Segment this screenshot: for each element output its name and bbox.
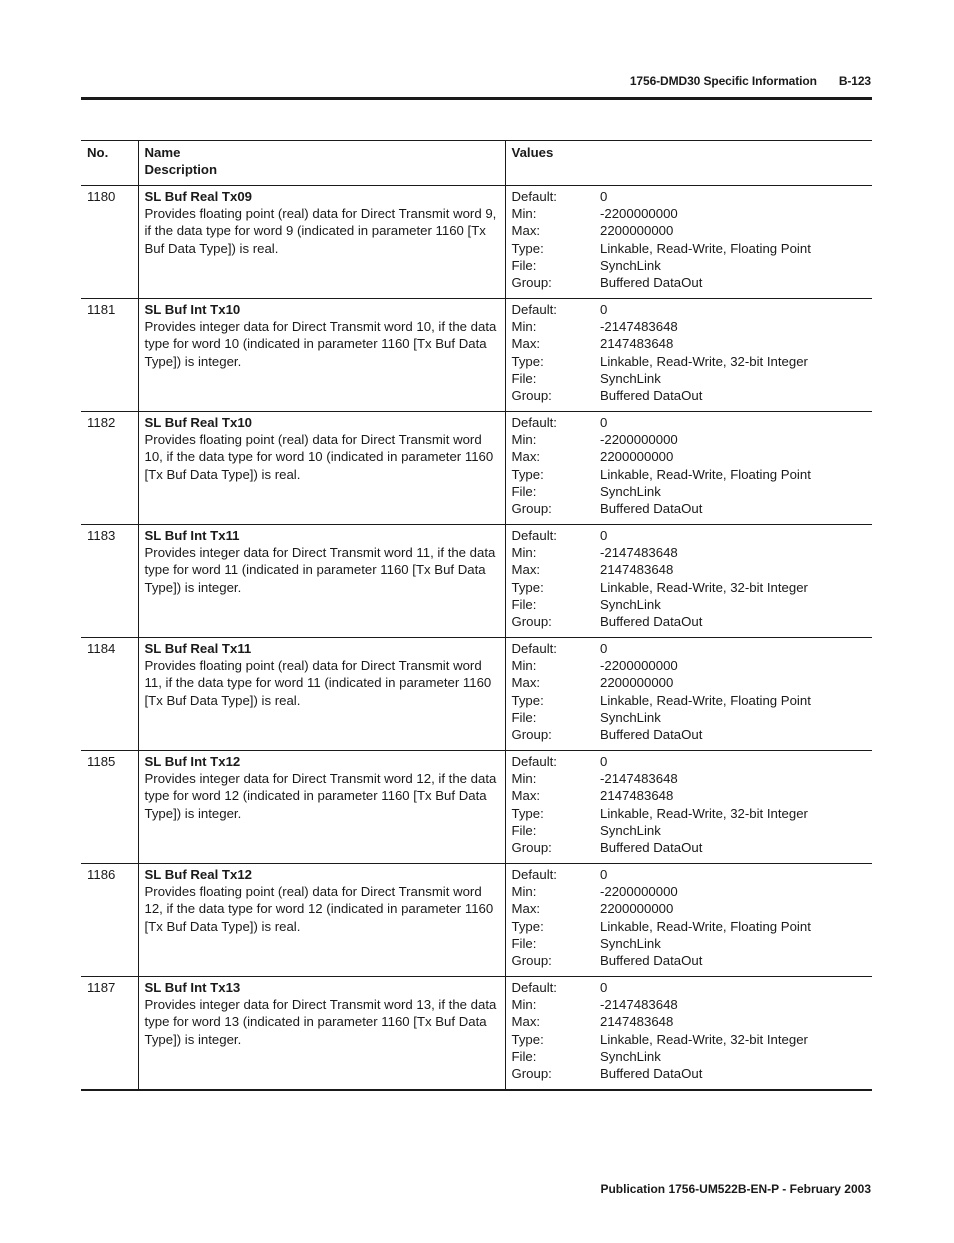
value-label: Max:	[511, 336, 541, 352]
param-value: 2147483648	[600, 1014, 674, 1030]
value-label: File:	[511, 257, 537, 273]
param-name-description	[138, 299, 505, 412]
value-label: Default:	[511, 189, 557, 204]
value-labels	[505, 977, 600, 1090]
value-label: File:	[511, 935, 537, 951]
param-value: 0	[600, 189, 608, 204]
value-label: Type:	[511, 692, 544, 708]
param-value: -2200000000	[600, 206, 678, 222]
param-description: Provides integer data for Direct Transmit word 11, if the data type for word 11 (indicated in parameter 1160 [Tx Buf Data Type]) is integer.	[144, 545, 496, 595]
param-value: 2200000000	[600, 223, 674, 239]
param-name: SL Buf Real Tx10	[144, 415, 252, 430]
value-label: File:	[511, 1048, 537, 1064]
param-name-description	[138, 412, 505, 525]
value-label: Min:	[511, 884, 537, 900]
value-label: File:	[511, 822, 537, 838]
table-row	[81, 977, 872, 1090]
table-row	[81, 525, 872, 638]
col-header-values: Values	[505, 141, 872, 186]
table-row	[81, 751, 872, 864]
table-row	[81, 412, 872, 525]
value-label: Min:	[511, 997, 537, 1013]
param-value: -2147483648	[600, 997, 678, 1013]
param-name: SL Buf Real Tx09	[144, 189, 252, 204]
value-labels	[505, 412, 600, 525]
param-name: SL Buf Int Tx11	[144, 528, 240, 543]
param-value: 2147483648	[600, 788, 674, 804]
value-label: Group:	[511, 953, 552, 969]
col-header-name-description	[138, 141, 505, 186]
value-label: Type:	[511, 918, 544, 934]
value-label: Max:	[511, 901, 541, 917]
param-number: 1187	[81, 977, 138, 1090]
param-value: 0	[600, 980, 608, 995]
running-header	[630, 74, 871, 88]
col-header-name: Name	[144, 145, 181, 160]
param-values	[600, 186, 872, 299]
value-label: Group:	[511, 840, 552, 856]
value-label: Group:	[511, 275, 552, 291]
param-values	[600, 864, 872, 977]
param-value: 0	[600, 867, 608, 882]
param-name: SL Buf Int Tx12	[144, 754, 241, 769]
value-label: Max:	[511, 449, 541, 465]
param-value: SynchLink	[600, 1048, 661, 1064]
value-label: Default:	[511, 641, 557, 656]
parameter-table	[81, 140, 872, 1091]
value-label: Max:	[511, 788, 541, 804]
value-label: Type:	[511, 240, 544, 256]
page-number: B-123	[838, 74, 871, 88]
param-number: 1181	[81, 299, 138, 412]
param-value: SynchLink	[600, 822, 661, 838]
param-value: SynchLink	[600, 370, 661, 386]
value-label: Min:	[511, 319, 537, 335]
param-description: Provides floating point (real) data for Direct Transmit word 9, if the data type for word 9 (indicated in parameter 1160 [Tx Buf Data Type]) is real.	[144, 206, 497, 256]
param-value: -2200000000	[600, 658, 678, 674]
table-body	[81, 186, 872, 1090]
param-value: Buffered DataOut	[600, 388, 703, 404]
param-name-description	[138, 864, 505, 977]
value-label: Min:	[511, 432, 537, 448]
param-description: Provides integer data for Direct Transmit word 10, if the data type for word 10 (indicated in parameter 1160 [Tx Buf Data Type]) is integer.	[144, 319, 497, 369]
value-label: Default:	[511, 867, 557, 882]
param-value: Linkable, Read-Write, 32-bit Integer	[600, 1031, 808, 1047]
param-value: SynchLink	[600, 257, 661, 273]
table-row	[81, 638, 872, 751]
table-row	[81, 864, 872, 977]
param-name-description	[138, 186, 505, 299]
param-description: Provides floating point (real) data for Direct Transmit word 11, if the data type for word 11 (indicated in parameter 1160 [Tx Buf Data Type]) is real.	[144, 658, 492, 708]
value-labels	[505, 751, 600, 864]
param-value: 2200000000	[600, 901, 674, 917]
table-row	[81, 299, 872, 412]
publication-footer: Publication 1756-UM522B-EN-P - February 2003	[600, 1182, 871, 1196]
param-name-description	[138, 638, 505, 751]
param-values	[600, 977, 872, 1090]
param-values	[600, 638, 872, 751]
value-labels	[505, 864, 600, 977]
value-label: Type:	[511, 1031, 544, 1047]
value-label: Max:	[511, 1014, 541, 1030]
param-name: SL Buf Int Tx13	[144, 980, 241, 995]
value-label: Type:	[511, 353, 544, 369]
value-label: Max:	[511, 562, 541, 578]
value-labels	[505, 299, 600, 412]
param-name-description	[138, 525, 505, 638]
param-value: 0	[600, 302, 608, 317]
param-number: 1183	[81, 525, 138, 638]
param-values	[600, 525, 872, 638]
param-number: 1186	[81, 864, 138, 977]
value-label: Default:	[511, 980, 557, 995]
value-label: Type:	[511, 466, 544, 482]
param-value: SynchLink	[600, 596, 661, 612]
value-label: Default:	[511, 415, 557, 430]
param-description: Provides floating point (real) data for Direct Transmit word 10, if the data type for word 10 (indicated in parameter 1160 [Tx Buf Data Type]) is real.	[144, 432, 494, 482]
param-value: Linkable, Read-Write, Floating Point	[600, 918, 811, 934]
value-label: Type:	[511, 579, 544, 595]
col-header-description: Description	[144, 162, 218, 178]
value-label: Default:	[511, 302, 557, 317]
value-label: File:	[511, 596, 537, 612]
param-value: Buffered DataOut	[600, 614, 703, 630]
param-value: Buffered DataOut	[600, 501, 703, 517]
value-label: Min:	[511, 545, 537, 561]
value-label: Group:	[511, 727, 552, 743]
param-number: 1182	[81, 412, 138, 525]
param-value: Linkable, Read-Write, 32-bit Integer	[600, 805, 808, 821]
param-value: Buffered DataOut	[600, 840, 703, 856]
param-value: Buffered DataOut	[600, 1066, 703, 1082]
param-name: SL Buf Real Tx12	[144, 867, 252, 882]
table-row	[81, 186, 872, 299]
param-value: Linkable, Read-Write, Floating Point	[600, 692, 811, 708]
param-values	[600, 299, 872, 412]
param-value: 0	[600, 641, 608, 656]
value-label: Max:	[511, 223, 541, 239]
param-number: 1185	[81, 751, 138, 864]
param-value: 0	[600, 528, 608, 543]
param-value: Buffered DataOut	[600, 275, 703, 291]
header-rule	[81, 97, 872, 100]
value-label: Default:	[511, 528, 557, 543]
param-description: Provides floating point (real) data for Direct Transmit word 12, if the data type for word 12 (indicated in parameter 1160 [Tx Buf Data Type]) is real.	[144, 884, 494, 934]
param-description: Provides integer data for Direct Transmit word 13, if the data type for word 13 (indicated in parameter 1160 [Tx Buf Data Type]) is integer.	[144, 997, 497, 1047]
value-labels	[505, 638, 600, 751]
value-label: Group:	[511, 501, 552, 517]
value-label: Group:	[511, 1066, 552, 1082]
param-value: Linkable, Read-Write, Floating Point	[600, 466, 811, 482]
param-description: Provides integer data for Direct Transmit word 12, if the data type for word 12 (indicated in parameter 1160 [Tx Buf Data Type]) is integer.	[144, 771, 497, 821]
value-label: Min:	[511, 771, 537, 787]
param-value: SynchLink	[600, 483, 661, 499]
table-header	[81, 141, 872, 186]
value-label: Min:	[511, 206, 537, 222]
param-value: -2147483648	[600, 771, 678, 787]
param-value: Buffered DataOut	[600, 953, 703, 969]
param-value: SynchLink	[600, 709, 661, 725]
value-label: Group:	[511, 388, 552, 404]
value-label: Min:	[511, 658, 537, 674]
param-value: Linkable, Read-Write, 32-bit Integer	[600, 579, 808, 595]
param-value: 0	[600, 415, 608, 430]
param-value: Buffered DataOut	[600, 727, 703, 743]
param-name: SL Buf Real Tx11	[144, 641, 252, 656]
param-value: -2200000000	[600, 432, 678, 448]
param-name-description	[138, 977, 505, 1090]
param-value: 2200000000	[600, 675, 674, 691]
param-value: 2147483648	[600, 336, 674, 352]
value-labels	[505, 186, 600, 299]
param-values	[600, 412, 872, 525]
param-number: 1180	[81, 186, 138, 299]
param-values	[600, 751, 872, 864]
value-label: File:	[511, 370, 537, 386]
value-label: File:	[511, 483, 537, 499]
param-value: -2147483648	[600, 319, 678, 335]
param-name-description	[138, 751, 505, 864]
value-label: Type:	[511, 805, 544, 821]
param-value: -2147483648	[600, 545, 678, 561]
param-value: Linkable, Read-Write, 32-bit Integer	[600, 353, 808, 369]
param-value: -2200000000	[600, 884, 678, 900]
param-number: 1184	[81, 638, 138, 751]
param-value: 2147483648	[600, 562, 674, 578]
param-value: 2200000000	[600, 449, 674, 465]
col-header-no: No.	[81, 141, 138, 186]
value-labels	[505, 525, 600, 638]
param-value: Linkable, Read-Write, Floating Point	[600, 240, 811, 256]
param-value: SynchLink	[600, 935, 661, 951]
section-title: 1756-DMD30 Specific Information	[629, 74, 817, 88]
param-name: SL Buf Int Tx10	[144, 302, 241, 317]
value-label: Max:	[511, 675, 541, 691]
param-value: 0	[600, 754, 608, 769]
value-label: Default:	[511, 754, 557, 769]
value-label: Group:	[511, 614, 552, 630]
value-label: File:	[511, 709, 537, 725]
